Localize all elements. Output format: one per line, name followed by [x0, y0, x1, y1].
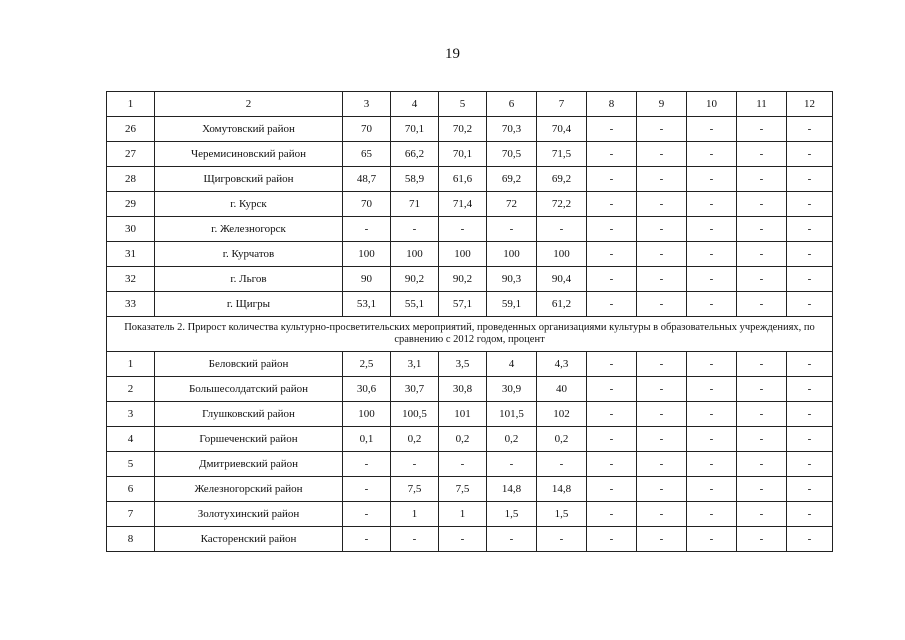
cell-value: 12	[787, 92, 833, 117]
cell-value: -	[537, 217, 587, 242]
cell-value: -	[587, 452, 637, 477]
table-row	[107, 242, 833, 267]
cell-value: 65	[343, 142, 391, 167]
cell-value: -	[737, 117, 787, 142]
cell-value: -	[637, 292, 687, 317]
table-row	[107, 352, 833, 377]
cell-value: -	[737, 142, 787, 167]
cell-value: 72	[487, 192, 537, 217]
cell-value: -	[737, 477, 787, 502]
cell-value: -	[537, 452, 587, 477]
table-row	[107, 402, 833, 427]
cell-value: 2,5	[343, 352, 391, 377]
cell-value: -	[343, 217, 391, 242]
cell-value: -	[687, 527, 737, 552]
cell-name: Глушковский район	[155, 402, 343, 427]
cell-index: 27	[107, 142, 155, 167]
cell-value: -	[687, 167, 737, 192]
cell-value: -	[687, 502, 737, 527]
cell-name: Щигровский район	[155, 167, 343, 192]
cell-value: 30,6	[343, 377, 391, 402]
cell-name: Черемисиновский район	[155, 142, 343, 167]
cell-value: -	[637, 267, 687, 292]
cell-value: -	[637, 452, 687, 477]
cell-value: 57,1	[439, 292, 487, 317]
cell-value: 1,5	[487, 502, 537, 527]
cell-value: -	[391, 527, 439, 552]
cell-value: -	[787, 527, 833, 552]
cell-value: 0,2	[487, 427, 537, 452]
cell-index: 28	[107, 167, 155, 192]
cell-value: 70,3	[487, 117, 537, 142]
table-row	[107, 192, 833, 217]
cell-value: -	[687, 267, 737, 292]
cell-value: -	[687, 242, 737, 267]
cell-value: 100	[343, 242, 391, 267]
cell-value: -	[391, 452, 439, 477]
cell-name: г. Железногорск	[155, 217, 343, 242]
cell-value: 0,2	[391, 427, 439, 452]
cell-value: 1,5	[537, 502, 587, 527]
cell-value: -	[787, 142, 833, 167]
cell-value: -	[737, 242, 787, 267]
cell-value: -	[687, 142, 737, 167]
cell-value: -	[537, 527, 587, 552]
cell-value: 48,7	[343, 167, 391, 192]
cell-value: 66,2	[391, 142, 439, 167]
cell-name: Беловский район	[155, 352, 343, 377]
cell-value: -	[637, 477, 687, 502]
cell-value: 101	[439, 402, 487, 427]
cell-value: -	[787, 117, 833, 142]
cell-name: г. Курчатов	[155, 242, 343, 267]
cell-value: 30,9	[487, 377, 537, 402]
cell-value: 0,2	[439, 427, 487, 452]
cell-value: 70	[343, 192, 391, 217]
cell-index: 3	[107, 402, 155, 427]
cell-value: 71	[391, 192, 439, 217]
cell-value: -	[587, 402, 637, 427]
cell-value: 8	[587, 92, 637, 117]
cell-value: -	[737, 452, 787, 477]
cell-value: -	[487, 452, 537, 477]
cell-value: -	[787, 242, 833, 267]
cell-value: 6	[487, 92, 537, 117]
cell-value: -	[637, 527, 687, 552]
cell-value: 102	[537, 402, 587, 427]
cell-value: -	[637, 192, 687, 217]
cell-value: -	[587, 242, 637, 267]
cell-value: -	[637, 217, 687, 242]
page-number: 19	[445, 46, 460, 62]
cell-value: 100	[343, 402, 391, 427]
cell-value: -	[637, 117, 687, 142]
cell-name: Большесолдатский район	[155, 377, 343, 402]
cell-value: -	[439, 452, 487, 477]
cell-value: -	[587, 142, 637, 167]
cell-value: -	[587, 477, 637, 502]
cell-value: 4,3	[537, 352, 587, 377]
cell-value: 69,2	[537, 167, 587, 192]
cell-value: 70,4	[537, 117, 587, 142]
cell-value: -	[587, 527, 637, 552]
cell-name: Железногорский район	[155, 477, 343, 502]
cell-value: -	[637, 502, 687, 527]
cell-value: -	[587, 217, 637, 242]
data-table	[106, 91, 833, 552]
cell-value: -	[787, 402, 833, 427]
cell-value: -	[343, 452, 391, 477]
cell-value: 3,1	[391, 352, 439, 377]
cell-value: -	[587, 117, 637, 142]
cell-index: 32	[107, 267, 155, 292]
table-row	[107, 142, 833, 167]
cell-value: 100	[487, 242, 537, 267]
cell-value: 58,9	[391, 167, 439, 192]
cell-value: 90,3	[487, 267, 537, 292]
cell-value: 3,5	[439, 352, 487, 377]
cell-value: -	[687, 377, 737, 402]
cell-value: -	[687, 352, 737, 377]
cell-value: -	[687, 217, 737, 242]
cell-index: 33	[107, 292, 155, 317]
cell-index: 26	[107, 117, 155, 142]
cell-value: -	[587, 267, 637, 292]
cell-value: -	[487, 217, 537, 242]
cell-value: -	[343, 527, 391, 552]
cell-index: 30	[107, 217, 155, 242]
cell-value: 11	[737, 92, 787, 117]
cell-value: -	[787, 427, 833, 452]
cell-value: 100,5	[391, 402, 439, 427]
cell-value: -	[439, 217, 487, 242]
cell-index: 1	[107, 92, 155, 117]
cell-name: Хомутовский район	[155, 117, 343, 142]
cell-value: -	[687, 402, 737, 427]
cell-value: 70	[343, 117, 391, 142]
cell-name: г. Щигры	[155, 292, 343, 317]
table-row	[107, 427, 833, 452]
cell-value: 90,4	[537, 267, 587, 292]
cell-value: 3	[343, 92, 391, 117]
cell-value: 9	[637, 92, 687, 117]
cell-value: 101,5	[487, 402, 537, 427]
cell-value: 100	[537, 242, 587, 267]
cell-value: 55,1	[391, 292, 439, 317]
cell-value: -	[737, 217, 787, 242]
cell-value: -	[787, 167, 833, 192]
cell-value: 70,1	[439, 142, 487, 167]
cell-value: 14,8	[487, 477, 537, 502]
cell-index: 31	[107, 242, 155, 267]
cell-value: -	[687, 427, 737, 452]
cell-value: 7	[537, 92, 587, 117]
cell-value: -	[737, 502, 787, 527]
section-row	[107, 317, 833, 352]
cell-value: 0,2	[537, 427, 587, 452]
cell-index: 7	[107, 502, 155, 527]
cell-value: 71,5	[537, 142, 587, 167]
cell-name: 2	[155, 92, 343, 117]
section-title: Показатель 2. Прирост количества культурно-просветительских мероприятий, проведенных организациями культуры в образовательных учреждениях, по сравнению с 2012 годом, процент	[107, 317, 833, 352]
cell-value: 1	[391, 502, 439, 527]
cell-value: 30,8	[439, 377, 487, 402]
cell-value: -	[587, 192, 637, 217]
cell-value: -	[637, 142, 687, 167]
cell-value: 53,1	[343, 292, 391, 317]
cell-value: -	[439, 527, 487, 552]
table-row	[107, 292, 833, 317]
cell-value: -	[687, 117, 737, 142]
cell-index: 2	[107, 377, 155, 402]
cell-value: 10	[687, 92, 737, 117]
cell-value: 59,1	[487, 292, 537, 317]
cell-value: -	[787, 377, 833, 402]
cell-name: Дмитриевский район	[155, 452, 343, 477]
cell-value: -	[787, 352, 833, 377]
cell-value: 100	[391, 242, 439, 267]
header-row	[107, 92, 833, 117]
cell-value: 61,6	[439, 167, 487, 192]
cell-value: -	[737, 292, 787, 317]
cell-value: -	[787, 217, 833, 242]
cell-value: 70,2	[439, 117, 487, 142]
table-row	[107, 267, 833, 292]
cell-name: Золотухинский район	[155, 502, 343, 527]
cell-value: -	[687, 192, 737, 217]
cell-value: -	[637, 167, 687, 192]
cell-value: 30,7	[391, 377, 439, 402]
cell-value: 90,2	[391, 267, 439, 292]
cell-value: -	[637, 242, 687, 267]
cell-value: -	[391, 217, 439, 242]
cell-value: 70,1	[391, 117, 439, 142]
cell-value: -	[587, 377, 637, 402]
cell-index: 4	[107, 427, 155, 452]
cell-value: -	[737, 427, 787, 452]
cell-value: -	[587, 502, 637, 527]
cell-value: 90	[343, 267, 391, 292]
cell-value: 100	[439, 242, 487, 267]
cell-name: г. Льгов	[155, 267, 343, 292]
cell-value: -	[787, 452, 833, 477]
cell-value: -	[637, 427, 687, 452]
cell-value: 7,5	[439, 477, 487, 502]
cell-value: 69,2	[487, 167, 537, 192]
table-row	[107, 527, 833, 552]
cell-name: г. Курск	[155, 192, 343, 217]
cell-value: -	[737, 352, 787, 377]
cell-value: -	[587, 292, 637, 317]
cell-value: -	[587, 167, 637, 192]
cell-value: -	[787, 267, 833, 292]
cell-index: 5	[107, 452, 155, 477]
table-row	[107, 377, 833, 402]
cell-value: -	[487, 527, 537, 552]
cell-value: -	[587, 352, 637, 377]
cell-value: 5	[439, 92, 487, 117]
cell-value: -	[737, 267, 787, 292]
cell-value: 40	[537, 377, 587, 402]
cell-value: 0,1	[343, 427, 391, 452]
cell-value: -	[737, 167, 787, 192]
cell-value: 90,2	[439, 267, 487, 292]
cell-value: -	[343, 502, 391, 527]
cell-value: 14,8	[537, 477, 587, 502]
cell-value: -	[737, 377, 787, 402]
cell-value: -	[737, 402, 787, 427]
table-row	[107, 477, 833, 502]
cell-index: 29	[107, 192, 155, 217]
cell-value: 72,2	[537, 192, 587, 217]
cell-value: 4	[391, 92, 439, 117]
cell-value: -	[687, 477, 737, 502]
cell-value: -	[687, 292, 737, 317]
cell-value: -	[343, 477, 391, 502]
table-row	[107, 117, 833, 142]
cell-value: -	[637, 402, 687, 427]
cell-value: 7,5	[391, 477, 439, 502]
cell-name: Горшеченский район	[155, 427, 343, 452]
cell-value: -	[787, 502, 833, 527]
cell-name: Касторенский район	[155, 527, 343, 552]
cell-index: 1	[107, 352, 155, 377]
cell-value: -	[787, 192, 833, 217]
cell-value: 61,2	[537, 292, 587, 317]
cell-value: 71,4	[439, 192, 487, 217]
cell-value: -	[737, 192, 787, 217]
cell-value: 4	[487, 352, 537, 377]
table-row	[107, 217, 833, 242]
cell-value: -	[587, 427, 637, 452]
cell-value: 70,5	[487, 142, 537, 167]
cell-value: -	[787, 477, 833, 502]
cell-value: -	[737, 527, 787, 552]
cell-value: -	[687, 452, 737, 477]
cell-value: -	[787, 292, 833, 317]
cell-value: -	[637, 352, 687, 377]
table-row	[107, 452, 833, 477]
cell-value: 1	[439, 502, 487, 527]
table-row	[107, 502, 833, 527]
cell-index: 8	[107, 527, 155, 552]
cell-index: 6	[107, 477, 155, 502]
cell-value: -	[637, 377, 687, 402]
table-row	[107, 167, 833, 192]
